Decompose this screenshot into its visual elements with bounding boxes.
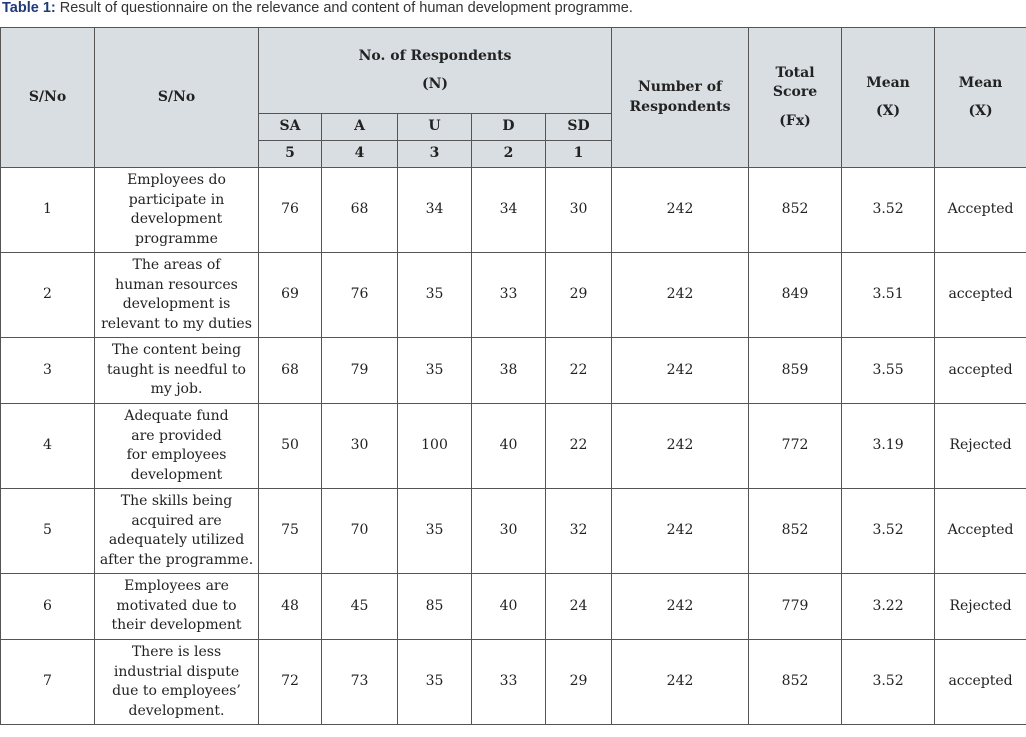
cell-d: 30 <box>472 489 546 574</box>
header-weight-sd: 1 <box>546 141 612 168</box>
cell-sd: 30 <box>546 168 612 253</box>
statement-line: relevant to my duties <box>101 315 252 332</box>
header-mean1-line1: Mean <box>866 74 910 91</box>
statement-line: Employees do <box>127 172 226 188</box>
cell-d: 33 <box>472 640 546 725</box>
cell-d: 38 <box>472 338 546 404</box>
cell-statement <box>95 168 259 253</box>
cell-respondents: 242 <box>612 574 749 640</box>
cell-decision: accepted <box>935 640 1026 725</box>
table-row <box>1 574 1026 640</box>
cell-decision: accepted <box>935 253 1026 338</box>
statement-line: The content being <box>111 342 242 359</box>
cell-sa: 48 <box>259 574 322 640</box>
statement-line: after the programme. <box>99 551 254 568</box>
table-row <box>1 489 1026 574</box>
cell-statement <box>95 338 259 404</box>
header-mean2-line2: (X) <box>968 103 993 119</box>
cell-sa: 69 <box>259 253 322 338</box>
cell-a: 73 <box>322 640 398 725</box>
cell-mean: 3.52 <box>842 640 935 725</box>
table-header <box>1 28 1026 168</box>
cell-sno: 2 <box>1 253 95 338</box>
cell-sd: 32 <box>546 489 612 574</box>
header-respondents-line2: (N) <box>421 76 449 92</box>
header-ts-line1: Total <box>775 64 815 81</box>
cell-total-score: 859 <box>749 338 842 404</box>
caption-text: Result of questionnaire on the relevance and content of human development programme. <box>55 0 633 16</box>
header-sno-1: S/No <box>1 28 95 168</box>
cell-a: 76 <box>322 253 398 338</box>
statement-line: due to employees’ <box>112 683 241 699</box>
cell-respondents: 242 <box>612 489 749 574</box>
header-mean2-line1: Mean <box>958 74 1003 91</box>
cell-mean: 3.22 <box>842 574 935 640</box>
cell-statement <box>95 574 259 640</box>
cell-sno: 7 <box>1 640 95 725</box>
cell-mean: 3.51 <box>842 253 935 338</box>
cell-u: 35 <box>398 253 472 338</box>
statement-line: my job. <box>150 381 203 398</box>
cell-decision: Accepted <box>935 168 1026 253</box>
header-number-of-respondents <box>612 28 749 168</box>
statement-line: motivated due to <box>116 597 237 614</box>
header-scale-sd: SD <box>546 114 612 141</box>
header-mean-1 <box>842 28 935 168</box>
cell-sd: 22 <box>546 404 612 489</box>
cell-sno: 4 <box>1 404 95 489</box>
statement-line: The skills being <box>120 493 233 509</box>
header-scale-d: D <box>472 114 546 141</box>
cell-mean: 3.52 <box>842 168 935 253</box>
cell-sno: 1 <box>1 168 95 253</box>
cell-total-score: 772 <box>749 404 842 489</box>
cell-sd: 24 <box>546 574 612 640</box>
cell-a: 79 <box>322 338 398 404</box>
table-body <box>1 168 1026 725</box>
statement-line: for employees <box>126 447 227 463</box>
statement-line: development <box>130 466 223 483</box>
header-sno-2: S/No <box>95 28 259 168</box>
cell-respondents: 242 <box>612 640 749 725</box>
statement-line: Adequate fund <box>124 408 229 424</box>
cell-total-score: 849 <box>749 253 842 338</box>
cell-mean: 3.55 <box>842 338 935 404</box>
header-scale-u: U <box>398 114 472 141</box>
statement-line: development <box>130 211 223 227</box>
cell-decision: Rejected <box>935 404 1026 489</box>
cell-sa: 72 <box>259 640 322 725</box>
statement-line: their development <box>111 617 242 634</box>
statement-line: adequately utilized <box>108 532 245 548</box>
caption-label: Table 1: <box>2 0 56 16</box>
results-table <box>0 27 1026 725</box>
cell-a: 45 <box>322 574 398 640</box>
cell-u: 35 <box>398 640 472 725</box>
header-weight-a: 4 <box>322 141 398 168</box>
cell-sno: 5 <box>1 489 95 574</box>
cell-sno: 3 <box>1 338 95 404</box>
cell-total-score: 852 <box>749 168 842 253</box>
header-ts-line3: (Fx) <box>779 112 811 129</box>
statement-line: taught is needful to <box>107 361 246 378</box>
statement-line: industrial dispute <box>113 663 240 680</box>
cell-statement <box>95 640 259 725</box>
cell-decision: Accepted <box>935 489 1026 574</box>
cell-d: 33 <box>472 253 546 338</box>
statement-line: development is <box>122 296 231 312</box>
table-row <box>1 168 1026 253</box>
statement-line: participate in <box>128 191 225 208</box>
cell-u: 100 <box>398 404 472 489</box>
cell-u: 85 <box>398 574 472 640</box>
cell-a: 70 <box>322 489 398 574</box>
header-respondents-group <box>259 28 612 114</box>
cell-a: 30 <box>322 404 398 489</box>
cell-respondents: 242 <box>612 404 749 489</box>
cell-u: 34 <box>398 168 472 253</box>
cell-d: 40 <box>472 574 546 640</box>
header-weight-sa: 5 <box>259 141 322 168</box>
table-caption <box>2 0 633 20</box>
cell-d: 40 <box>472 404 546 489</box>
statement-line: Employees are <box>124 578 229 595</box>
cell-total-score: 852 <box>749 489 842 574</box>
cell-decision: Rejected <box>935 574 1026 640</box>
cell-statement <box>95 404 259 489</box>
cell-u: 35 <box>398 489 472 574</box>
cell-u: 35 <box>398 338 472 404</box>
header-ts-line2: Score <box>772 84 818 101</box>
cell-sno: 6 <box>1 574 95 640</box>
cell-mean: 3.19 <box>842 404 935 489</box>
statement-line: development. <box>128 702 225 719</box>
cell-mean: 3.52 <box>842 489 935 574</box>
header-weight-u: 3 <box>398 141 472 168</box>
cell-decision: accepted <box>935 338 1026 404</box>
header-nor-line2: Respondents <box>629 98 731 115</box>
statement-line: acquired are <box>131 512 222 529</box>
header-respondents-line1: No. of Respondents <box>358 47 512 64</box>
header-total-score <box>749 28 842 168</box>
statement-line: are provided <box>131 427 222 444</box>
cell-sa: 75 <box>259 489 322 574</box>
header-scale-sa: SA <box>259 114 322 141</box>
cell-sa: 68 <box>259 338 322 404</box>
cell-sa: 76 <box>259 168 322 253</box>
cell-respondents: 242 <box>612 338 749 404</box>
header-weight-d: 2 <box>472 141 546 168</box>
table-row <box>1 404 1026 489</box>
cell-a: 68 <box>322 168 398 253</box>
cell-statement <box>95 253 259 338</box>
cell-statement <box>95 489 259 574</box>
cell-d: 34 <box>472 168 546 253</box>
statement-line: There is less <box>131 644 222 660</box>
header-scale-a: A <box>322 114 398 141</box>
statement-line: The areas of <box>132 257 221 273</box>
cell-respondents: 242 <box>612 253 749 338</box>
cell-sd: 29 <box>546 640 612 725</box>
header-mean-2 <box>935 28 1026 168</box>
table-row <box>1 253 1026 338</box>
table-row <box>1 640 1026 725</box>
cell-total-score: 852 <box>749 640 842 725</box>
statement-line: programme <box>135 230 218 247</box>
table-row <box>1 338 1026 404</box>
cell-respondents: 242 <box>612 168 749 253</box>
cell-total-score: 779 <box>749 574 842 640</box>
statement-line: human resources <box>115 276 238 293</box>
cell-sd: 29 <box>546 253 612 338</box>
cell-sa: 50 <box>259 404 322 489</box>
header-mean1-line2: (X) <box>875 103 901 119</box>
cell-sd: 22 <box>546 338 612 404</box>
header-nor-line1: Number of <box>637 79 723 95</box>
